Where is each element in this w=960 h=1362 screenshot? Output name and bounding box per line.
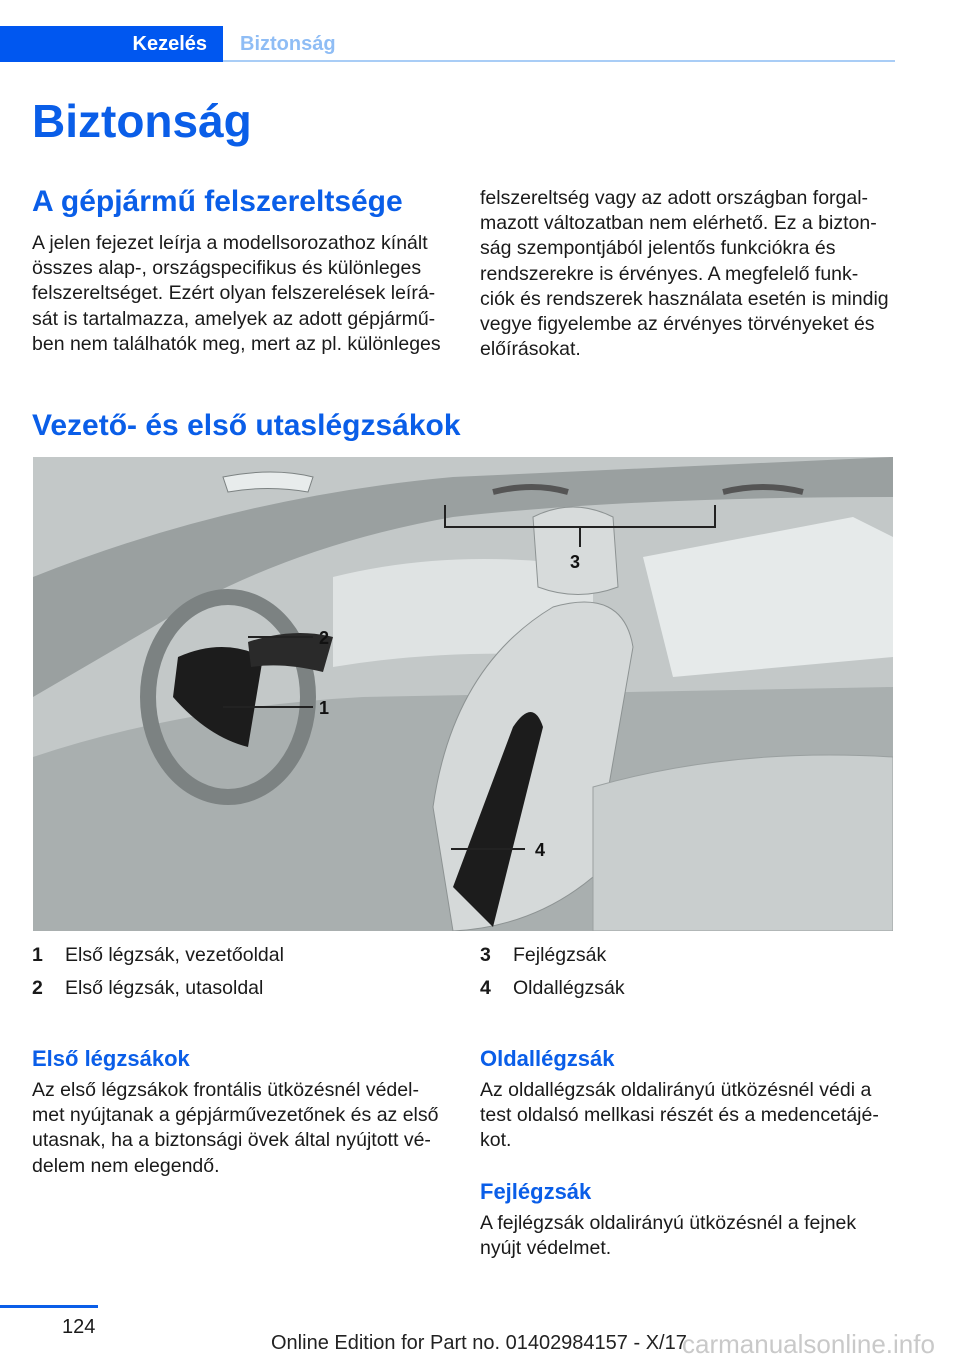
watermark: carmanualsonline.info xyxy=(682,1329,935,1359)
tab-kezeles[interactable]: Kezelés xyxy=(0,26,223,62)
side-airbags-text: Az oldallégzsák oldalirányú ütközésnél védi a test oldalsó mellkasi részét és a medencetájé- kot. xyxy=(480,1079,879,1152)
head-airbags-heading: Fejlégzsák xyxy=(480,1179,592,1204)
callout-3: 3 xyxy=(570,552,581,572)
header-divider xyxy=(223,60,895,62)
callout-4: 4 xyxy=(535,840,546,860)
callout-2: 2 xyxy=(319,628,330,648)
legend-num: 2 xyxy=(32,977,43,999)
airbag-illustration xyxy=(33,457,893,931)
legend-label: Első légzsák, vezetőoldal xyxy=(65,944,284,966)
footer-divider xyxy=(0,1305,98,1308)
legend-num: 1 xyxy=(32,944,43,966)
tab-biztonsag[interactable]: Biztonság xyxy=(240,33,336,55)
legend-item-2 xyxy=(32,976,263,1001)
legend-label: Első légzsák, utasoldal xyxy=(65,977,264,999)
page-number: 124 xyxy=(62,1316,96,1338)
legend-label: Fejlégzsák xyxy=(513,944,607,966)
legend-num: 4 xyxy=(480,977,491,999)
section-heading-airbags: Vezető- és első utaslégzsákok xyxy=(32,409,461,442)
equipment-text-right: felszereltség vagy az adott országban forgal- mazott változatban nem elérhető. Ez a bizton- ság szempontjából jelentős funkciókra és rendszerekre is érvényes. A megfelelő funk- ciók és rendszerek használata esetén is mindig vegye figyelembe az érvényes törvényeket és előírásokat. xyxy=(480,187,889,361)
callout-1: 1 xyxy=(319,698,330,718)
side-airbags-heading: Oldallégzsák xyxy=(480,1046,615,1071)
head-airbags-text: A fejlégzsák oldalirányú ütközésnél a fejnek nyújt védelmet. xyxy=(480,1212,857,1260)
section-heading-equipment: A gépjármű felszereltsége xyxy=(32,185,403,218)
front-airbags-heading: Első légzsákok xyxy=(32,1046,190,1071)
legend-item-4 xyxy=(480,976,625,1001)
equipment-text-left: A jelen fejezet leírja a modellsorozathoz kínált összes alap-, országspecifikus és különleges felszereltséget. Ezért olyan felszerelések leírá- sát is tartalmazza, amelyek az adott gépjármű- ben nem találhatók meg, mert az pl. különleges xyxy=(32,232,441,355)
page-title: Biztonság xyxy=(32,95,252,147)
legend-item-1 xyxy=(32,943,284,968)
legend-num: 3 xyxy=(480,944,491,966)
edition-text: Online Edition for Part no. 01402984157 - X/17 xyxy=(271,1332,687,1354)
front-airbags-text: Az első légzsákok frontális ütközésnél védel- met nyújtanak a gépjárművezetőnek és az első utasnak, ha a biztonsági övek által nyújtott vé- delem nem elegendő. xyxy=(32,1079,439,1177)
legend-item-3 xyxy=(480,943,606,968)
legend-label: Oldallégzsák xyxy=(513,977,625,999)
